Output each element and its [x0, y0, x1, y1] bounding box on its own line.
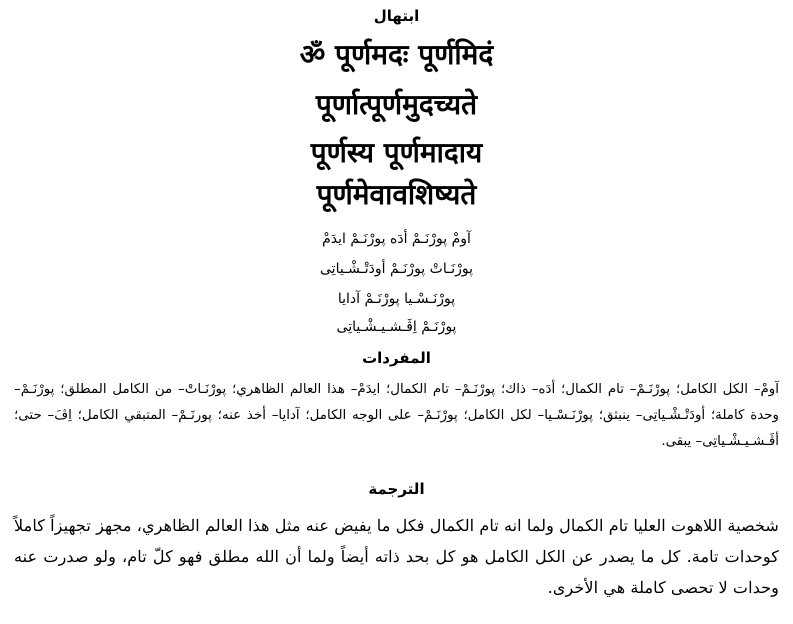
transliteration-line-4: پورْنَـمْ اِڤَـشـیـشْـیاتِی — [336, 319, 457, 335]
translation-paragraph: شخصية اللاهوت العليا تام الكمال ولما انه تام الكمال فكل ما يفيض عنه مثل هذا العالم الظاهري، مجهز تجهيزاً كاملاً كوحدات تامة. كل ما يصدر عن الكل الكامل هو كل بحد ذاته أيضاً ولما أن الله مطلق فهو كلّ تام، ولو صدرت عنه وحدات لا تحصى كاملة هي الأخرى. — [14, 516, 779, 597]
sanskrit-line-2: पूर्णात्पूर्णमुदच्यते — [315, 88, 478, 121]
vocabulary-paragraph: آومْ– الكل الكامل؛ پورْنَـمْ– تام الكمال؛ أدَه– ذاك؛ پورْنَـمْ– تام الكمال؛ ایدَمْ– هذا العالم الظاهري؛ پورْنَـاتْ– من الكامل المطلق؛ پورْنَـمْ– وحدة كاملة؛ أودَتْـشْـیاتِی– ینبثق؛ پورْنَـسْـیا– لكل الكامل؛ پورْنَـمْ– على الوجه الكامل؛ آدایا– أخذ عنه؛ پورنَـمْ– المتبقي الكامل؛ اِڤَ– حتى؛ أڤَـشـیـشْـیاتِی– یبقى. — [14, 382, 779, 449]
transliteration-line-1: آومْ پورْنَـمْ أدَه پورْنَـمْ ایدَمْ — [322, 231, 471, 247]
sanskrit-line-4: पूर्णमेवावशिष्यते — [316, 178, 477, 211]
transliteration-line-2: پورْنَـاتْ پورْنَـمْ أودَتْـشْـیاتِی — [320, 261, 473, 277]
transliteration-line-3: پورْنَـسْـیا پورْنَـمْ آدایا — [337, 291, 456, 307]
sanskrit-line-3: पूर्णस्य पूर्णमादाय — [310, 136, 483, 169]
vocabulary-heading: المفردات — [362, 349, 431, 367]
sanskrit-line-1: ॐ पूर्णमदः पूर्णमिदं — [299, 38, 494, 71]
translation-heading: الترجمة — [368, 480, 425, 498]
invocation-heading: ابتهال — [373, 7, 420, 25]
